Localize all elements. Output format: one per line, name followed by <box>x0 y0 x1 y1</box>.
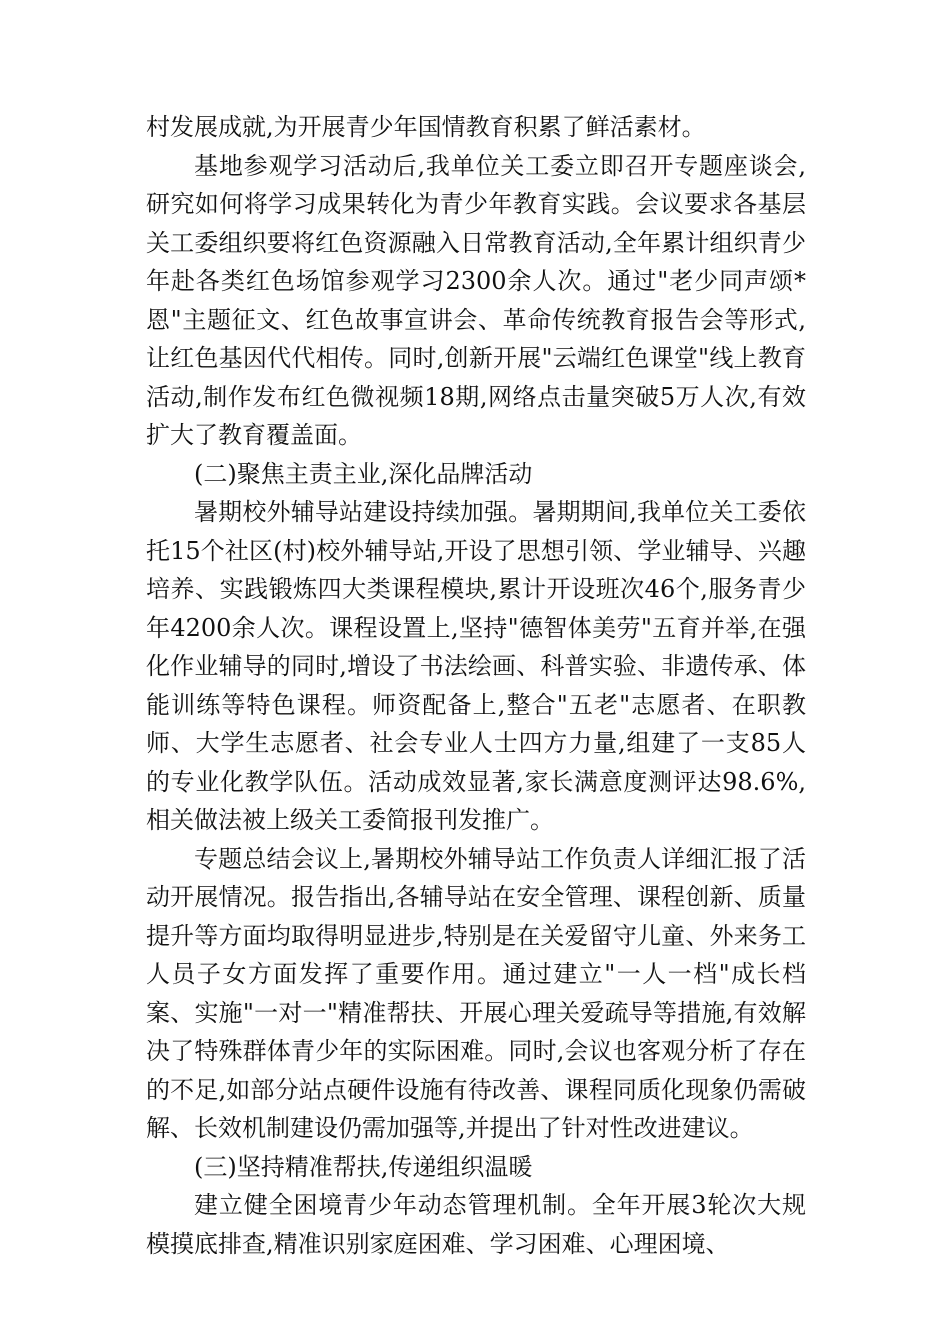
paragraph-summary-meeting: 专题总结会议上,暑期校外辅导站工作负责人详细汇报了活动开展情况。报告指出,各辅导站在安全管理、课程创新、质量提升等方面均取得明显进步,特别是在关爱留守儿童、外来务工人员子女方面发挥了重要作用。通过建立"一人一档"成长档案、实施"一对一"精准帮扶、开展心理关爱疏导等措施,有效解决了特殊群体青少年的实际困难。同时,会议也客观分析了存在的不足,如部分站点硬件设施有待改善、课程同质化现象仍需破解、长效机制建设仍需加强等,并提出了针对性改进建议。 <box>146 844 806 1142</box>
section-heading-2: (二)聚焦主责主业,深化品牌活动 <box>194 459 533 488</box>
paragraph-dynamic-management: 建立健全困境青少年动态管理机制。全年开展3轮次大规模摸底排查,精准识别家庭困难、学习困难、心理困境、 <box>146 1191 806 1258</box>
document-page <box>146 108 806 1263</box>
paragraph-base-visit: 基地参观学习活动后,我单位关工委立即召开专题座谈会,研究如何将学习成果转化为青少年教育实践。会议要求各基层关工委组织要将红色资源融入日常教育活动,全年累计组织青少年赴各类红色场馆参观学习2300余人次。通过"老少同声颂*恩"主题征文、红色故事宣讲会、革命传统教育报告会等形式,让红色基因代代相传。同时,创新开展"云端红色课堂"线上教育活动,制作发布红色微视频18期,网络点击量突破5万人次,有效扩大了教育覆盖面。 <box>146 151 806 449</box>
section-heading-3: (三)坚持精准帮扶,传递组织温暖 <box>194 1152 533 1181</box>
paragraph-continuation: 村发展成就,为开展青少年国情教育积累了鲜活素材。 <box>146 113 706 141</box>
paragraph-summer-station: 暑期校外辅导站建设持续加强。暑期期间,我单位关工委依托15个社区(村)校外辅导站,开设了思想引领、学业辅导、兴趣培养、实践锻炼四大类课程模块,累计开设班次46个,服务青少年4200余人次。课程设置上,坚持"德智体美劳"五育并举,在强化作业辅导的同时,增设了书法绘画、科普实验、非遗传承、体能训练等特色课程。师资配备上,整合"五老"志愿者、在职教师、大学生志愿者、社会专业人士四方力量,组建了一支85人的专业化教学队伍。活动成效显著,家长满意度测评达98.6%,相关做法被上级关工委简报刊发推广。 <box>146 498 806 834</box>
